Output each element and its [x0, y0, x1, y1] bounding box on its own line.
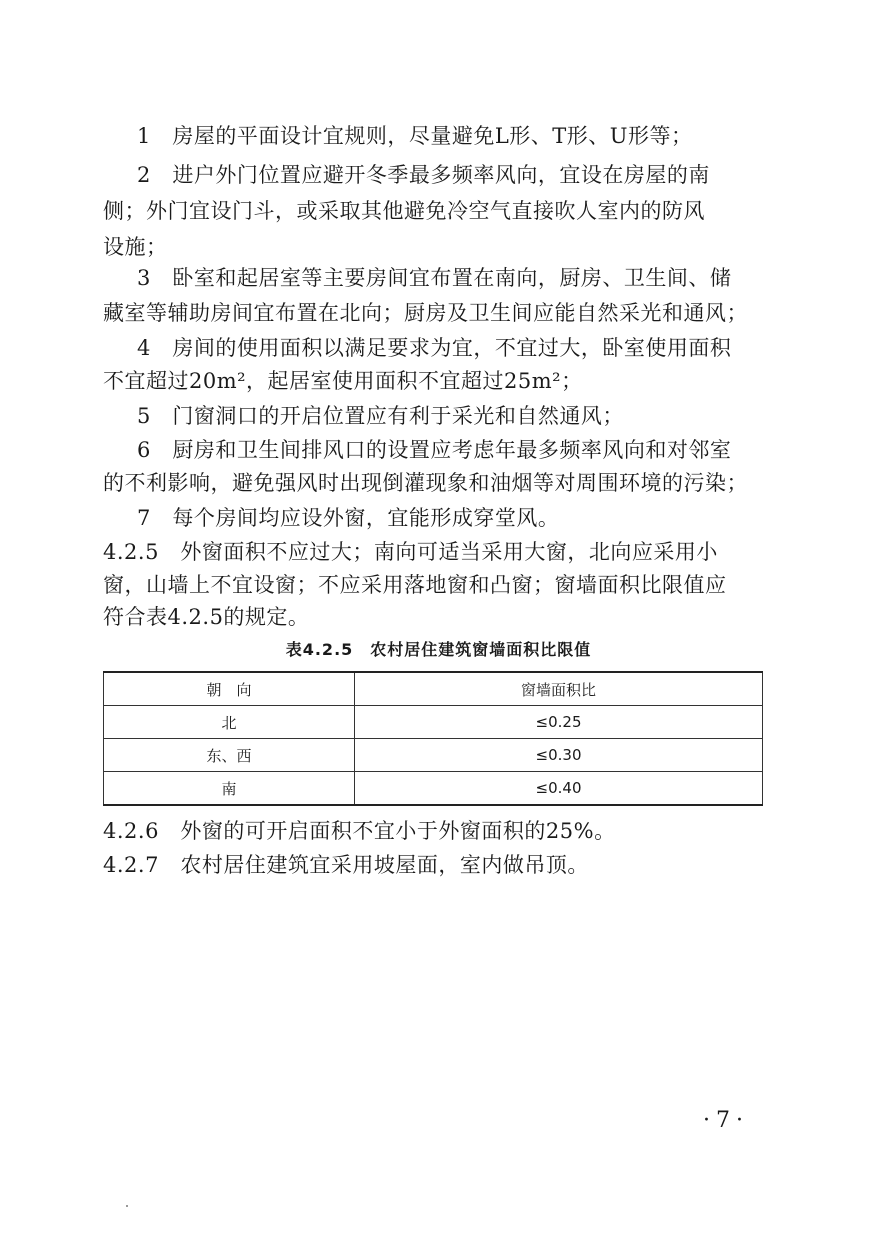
window-wall-ratio-table: [103, 671, 763, 806]
text-line-item-6: 6 厨房和卫生间排风口的设置应考虑年最多频率风向和对邻室: [137, 438, 732, 462]
clause-4-2-6: 4.2.6 外窗的可开启面积不宜小于外窗面积的25%。: [103, 819, 616, 843]
clause-4-2-7: 4.2.7 农村居住建筑宜采用坡屋面，室内做吊顶。: [103, 853, 589, 877]
text-line-item-5: 5 门窗洞口的开启位置应有利于采光和自然通风；: [137, 404, 624, 428]
orientation-cell: 东、西: [104, 739, 355, 772]
text-line-item-2-cont: 侧；外门宜设门斗，或采取其他避免冷空气直接吹人室内的防风: [103, 199, 705, 223]
orientation-cell: 南: [104, 772, 355, 806]
scan-speck: [126, 1205, 128, 1207]
clause-4-2-5-end: 符合表4.2.5的规定。: [103, 605, 310, 629]
text-line-item-1: 1 房屋的平面设计宜规则，尽量避免L形、T形、U形等；: [137, 124, 693, 148]
ratio-cell: ≤0.40: [355, 772, 763, 806]
table-row: [104, 706, 763, 739]
ratio-cell: ≤0.30: [355, 739, 763, 772]
text-line-item-4: 4 房间的使用面积以满足要求为宜，不宜过大，卧室使用面积: [137, 336, 732, 360]
header-orientation: 朝 向: [104, 672, 355, 706]
text-line-item-4-cont: 不宜超过20m²，起居室使用面积不宜超过25m²；: [103, 369, 583, 393]
table-row: [104, 772, 763, 806]
text-line-item-2: 2 进户外门位置应避开冬季最多频率风向，宜设在房屋的南: [137, 163, 710, 187]
ratio-cell: ≤0.25: [355, 706, 763, 739]
table-header-row: [104, 672, 763, 706]
page-number: ·7·: [703, 1108, 749, 1133]
clause-4-2-5: 4.2.5 外窗面积不应过大；南向可适当采用大窗，北向应采用小: [103, 540, 718, 564]
table-row: [104, 739, 763, 772]
orientation-cell: 北: [104, 706, 355, 739]
text-line-item-7: 7 每个房间均应设外窗，宜能形成穿堂风。: [137, 506, 560, 530]
text-line-item-6-cont: 的不利影响，避免强风时出现倒灌现象和油烟等对周围环境的污染；: [103, 471, 748, 495]
header-window-wall-ratio: 窗墙面积比: [355, 672, 763, 706]
table-caption: 表4.2.5 农村居住建筑窗墙面积比限值: [285, 640, 592, 659]
text-line-item-3-cont: 藏室等辅助房间宜布置在北向；厨房及卫生间应能自然采光和通风；: [103, 301, 748, 325]
clause-4-2-5-cont: 窗，山墙上不宜设窗；不应采用落地窗和凸窗；窗墙面积比限值应: [103, 573, 727, 597]
text-line-item-2-end: 设施；: [103, 235, 168, 259]
text-line-item-3: 3 卧室和起居室等主要房间宜布置在南向，厨房、卫生间、储: [137, 266, 732, 290]
